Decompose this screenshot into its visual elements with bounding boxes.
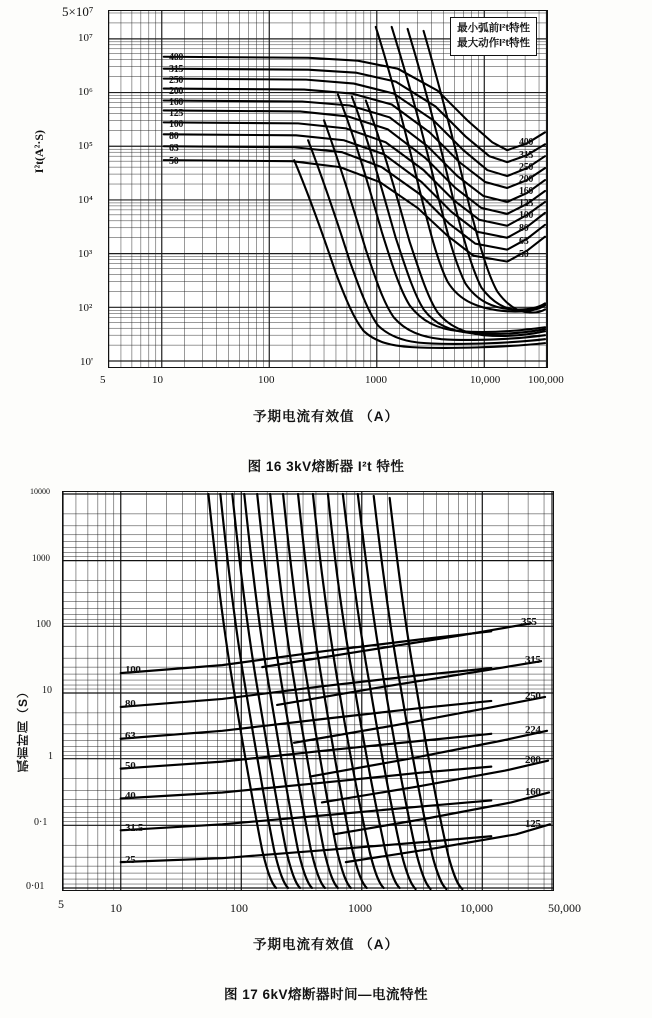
fig16-legend-line-1: 最小弧前I²t特性	[457, 22, 530, 34]
fig17-ytick-10: 10	[42, 685, 52, 696]
fig17-caption: 图 17 6kV熔断器时间—电流特性	[223, 987, 429, 1002]
fig16-caption: 图 16 3kV熔断器 I²t 特性	[247, 459, 405, 474]
fig16-left-label-50: 50	[169, 156, 179, 167]
fig17-xtick-10000: 10,000	[460, 901, 493, 915]
fig16-right-label-400: 400	[519, 137, 534, 148]
fig16-left-label-63: 63	[169, 143, 179, 154]
fig16-curves	[109, 11, 547, 367]
fig16-right-label-200: 200	[519, 174, 534, 185]
fig16-ytick-1e7: 10⁷	[78, 32, 93, 44]
figure-16	[0, 0, 652, 500]
fig16-right-label-160: 160	[519, 186, 534, 197]
fig16-left-label-80: 80	[169, 131, 179, 142]
fig16-right-label-80: 80	[519, 223, 529, 234]
fig16-left-label-100: 100	[169, 119, 184, 130]
fig17-right-label-355: 355	[521, 616, 537, 628]
fig17-right-label-315: 315	[525, 654, 541, 666]
fig17-xtick-50000: 50,000	[548, 901, 581, 915]
fig16-legend-line-2: 最大动作I²t特性	[457, 37, 530, 50]
fig17-xtick-10: 10	[110, 901, 122, 915]
fig17-ytick-0-01: 0·01	[26, 881, 45, 892]
fig16-xtick-10000: 10,000	[470, 374, 501, 386]
fig16-xtick-1000: 1000	[365, 374, 387, 386]
fig16-xtick-100: 100	[258, 374, 275, 386]
fig17-left-label-40: 40	[125, 790, 136, 802]
fig16-left-label-160: 160	[169, 97, 184, 108]
fig16-right-label-100: 100	[519, 210, 534, 221]
fig16-right-label-63: 63	[519, 236, 529, 247]
fig16-left-label-125: 125	[169, 108, 184, 119]
fig16-ytick-1e1: 10'	[80, 356, 93, 368]
fig17-ytick-100: 100	[36, 619, 51, 630]
fig17-right-label-125: 125	[525, 818, 541, 830]
fig17-right-label-160: 160	[525, 786, 541, 798]
fig17-curves	[63, 492, 553, 890]
fig16-left-label-400: 400	[169, 52, 184, 63]
fig17-right-label-250: 250	[525, 690, 541, 702]
fig17-x-axis-title: 予期电流有效值 （A）	[253, 937, 399, 952]
fig17-left-label-63: 63	[125, 730, 136, 742]
fig17-ytick-0-1: 0·1	[34, 817, 48, 828]
fig16-ytick-1e4: 10⁴	[78, 194, 93, 206]
fig16-ytick-1e3: 10³	[78, 248, 93, 260]
fig16-left-label-250: 250	[169, 75, 184, 86]
fig17-left-label-100: 100	[125, 664, 141, 676]
fig16-xtick-10: 10	[152, 374, 163, 386]
fig16-xtick-100000: 100,000	[528, 374, 564, 386]
fig17-left-label-80: 80	[125, 698, 136, 710]
fig16-right-label-250: 250	[519, 162, 534, 173]
fig16-left-label-200: 200	[169, 86, 184, 97]
fig16-y-top-label: 5×10⁷	[62, 4, 94, 19]
fig16-ytick-1e6: 10⁶	[78, 86, 93, 98]
fig16-ytick-1e5: 10⁵	[78, 140, 93, 152]
fig17-left-label-31-5: 31.5	[125, 822, 144, 834]
figure-17	[0, 485, 652, 1018]
fig17-xtick-1000: 1000	[348, 901, 372, 915]
fig17-ytick-1: 1	[48, 751, 53, 762]
fig17-ytick-1000: 1000	[32, 553, 50, 563]
fig16-plot-area	[108, 10, 548, 368]
fig17-y-axis-title: 弧前时间（S）	[16, 685, 30, 773]
fig17-xtick-100: 100	[230, 901, 248, 915]
fig16-x-axis-title: 予期电流有效值 （A）	[253, 409, 399, 424]
fig16-left-label-315: 315	[169, 64, 184, 75]
fig16-xtick-5: 5	[100, 374, 106, 386]
fig17-ytick-10000: 10000	[30, 487, 50, 496]
fig16-right-label-50: 50	[519, 249, 529, 260]
fig16-right-label-315: 315	[519, 150, 534, 161]
fig17-xtick-5: 5	[58, 897, 64, 911]
fig16-y-axis-title: I²t(A²·S)	[32, 130, 46, 174]
fig16-legend	[450, 17, 537, 56]
fig16-ytick-1e2: 10²	[78, 302, 93, 314]
fig17-left-label-25: 25	[125, 854, 136, 866]
fig17-left-label-50: 50	[125, 760, 136, 772]
fig17-right-label-224: 224	[525, 724, 541, 736]
fig17-plot-area	[62, 491, 554, 891]
fig17-right-label-200: 200	[525, 754, 541, 766]
fig16-right-label-125: 125	[519, 198, 534, 209]
